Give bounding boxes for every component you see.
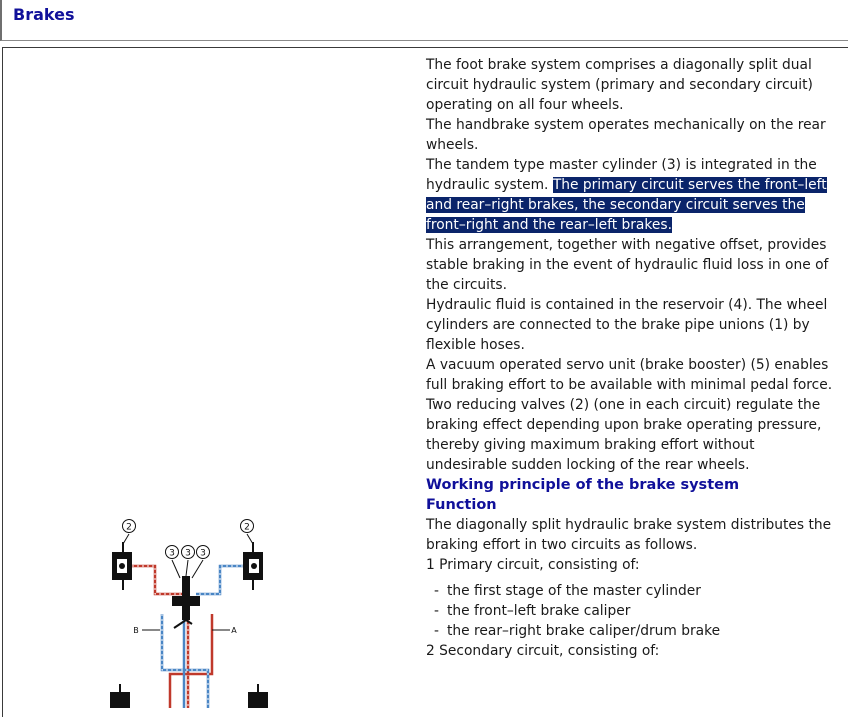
- callout-2-right: [241, 520, 254, 533]
- text-column: [426, 55, 836, 661]
- svg-text:3: 3: [169, 548, 175, 559]
- section-heading-function: Function: [426, 497, 497, 513]
- paragraph-servo-unit: A vacuum operated servo unit (brake booster) (5) enables full braking effort to be available with minimal pedal force.: [426, 357, 833, 393]
- front-right-caliper: [243, 542, 263, 590]
- primary-circuit-list: [426, 581, 836, 641]
- dash-bullet: -: [434, 623, 439, 639]
- front-left-caliper: [112, 542, 132, 590]
- section-heading-working-principle: Working principle of the brake system: [426, 477, 740, 493]
- callout-3b: [182, 546, 195, 559]
- label-a: A: [231, 626, 237, 635]
- paragraph-reservoir: Hydraulic fluid is contained in the reservoir (4). The wheel cylinders are connected to the brake pipe unions (1) by flexible hoses.: [426, 297, 828, 353]
- rear-right-brake: [248, 684, 268, 708]
- dash-bullet: -: [434, 583, 439, 599]
- svg-text:2: 2: [244, 522, 250, 533]
- label-b: B: [133, 626, 139, 635]
- list-item: - the first stage of the master cylinder: [434, 583, 701, 599]
- brake-circuit-diagram: [100, 514, 280, 708]
- paragraph-master-cylinder-text: The tandem type master cylinder (3) is integrated in the hydraulic system.: [426, 157, 817, 193]
- rear-left-brake: [110, 684, 130, 708]
- paragraph-master-cylinder: [426, 155, 836, 235]
- paragraph-system-overview: The foot brake system comprises a diagonally split dual circuit hydraulic system (primary and secondary circuit) operating on all four wheels.: [426, 57, 813, 113]
- header-bar: [0, 0, 848, 41]
- paragraph-function: The diagonally split hydraulic brake system distributes the braking effort in two circuits as follows.: [426, 517, 832, 553]
- paragraph-handbrake: The handbrake system operates mechanically on the rear wheels.: [426, 117, 826, 153]
- paragraph-reducing-valves: Two reducing valves (2) (one in each circuit) regulate the braking effect depending upon brake operating pressure, thereby giving maximum braking effort without undesirable sudden locking of the rear wheels.: [426, 397, 822, 473]
- secondary-circuit-line: [162, 566, 243, 708]
- primary-circuit-heading: 1 Primary circuit, consisting of:: [426, 557, 640, 573]
- secondary-circuit-heading: 2 Secondary circuit, consisting of:: [426, 643, 660, 659]
- callout-2-left: [123, 520, 136, 533]
- dash-bullet: -: [434, 603, 439, 619]
- list-item: - the rear–right brake caliper/drum brake: [434, 623, 721, 639]
- primary-circuit-line: [132, 566, 212, 708]
- svg-text:3: 3: [200, 548, 206, 559]
- page-title: Brakes: [13, 5, 75, 24]
- svg-text:2: 2: [126, 522, 132, 533]
- svg-text:3: 3: [185, 548, 191, 559]
- paragraph-negative-offset: This arrangement, together with negative offset, provides stable braking in the event of hydraulic fluid loss in one of the circuits.: [426, 237, 829, 293]
- list-item: - the front–left brake caliper: [434, 603, 631, 619]
- master-cylinder: [172, 576, 200, 628]
- callout-3a: [166, 546, 179, 559]
- callout-3c: [197, 546, 210, 559]
- selected-text-highlight[interactable]: The primary circuit serves the front–left and rear–right brakes, the secondary circuit serves the front–right and the rear–left brakes.: [426, 177, 827, 233]
